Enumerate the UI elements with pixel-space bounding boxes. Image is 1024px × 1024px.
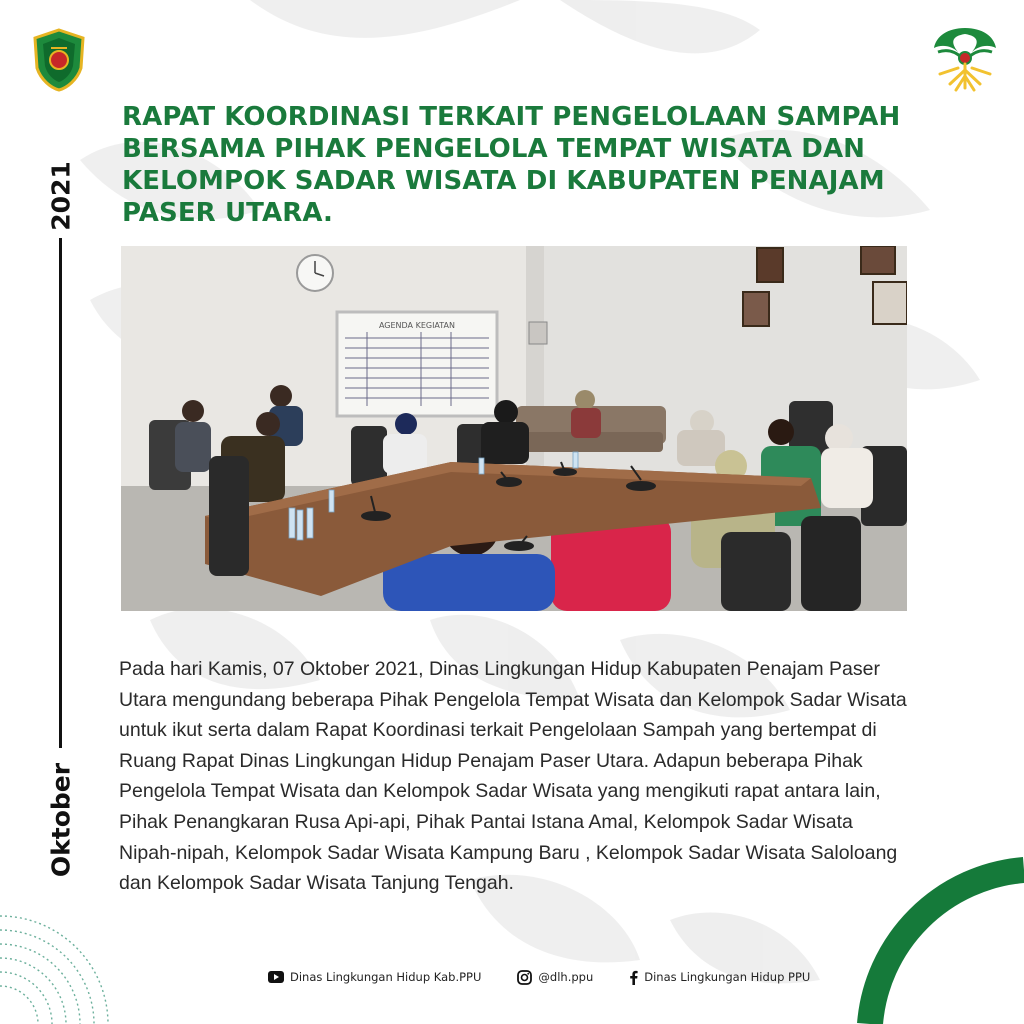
- regency-emblem-icon: [31, 28, 87, 92]
- year-label: 2021: [46, 161, 76, 231]
- tree-logo-icon: [928, 22, 1002, 96]
- footer-instagram-label: @dlh.ppu: [538, 970, 594, 984]
- meeting-photo: [121, 246, 907, 611]
- whiteboard-heading: AGENDA KEGIATAN: [378, 321, 456, 330]
- footer-youtube[interactable]: [268, 970, 481, 984]
- footer-youtube-label: Dinas Lingkungan Hidup Kab.PPU: [290, 970, 482, 984]
- timeline-divider: [59, 238, 62, 748]
- youtube-icon: [268, 971, 284, 983]
- footer-facebook[interactable]: [629, 970, 810, 985]
- facebook-icon: [629, 970, 638, 985]
- page-title: RAPAT KOORDINASI TERKAIT PENGELOLAAN SAMPAH BERSAMA PIHAK PENGELOLA TEMPAT WISATA DAN KELOMPOK SADAR WISATA DI KABUPATEN PENAJAM PASER UTARA.: [122, 102, 901, 228]
- instagram-icon: [517, 970, 532, 985]
- social-footer: [268, 966, 810, 988]
- article-body: Pada hari Kamis, 07 Oktober 2021, Dinas Lingkungan Hidup Kabupaten Penajam Paser Utara mengundang beberapa Pihak Pengelola Tempat Wisata dan Kelompok Sadar Wisata untuk ikut serta dalam Rapat Koordinasi terkait Pengelolaan Sampah yang bertempat di Ruang Rapat Dinas Lingkungan Hidup Penajam Paser Utara. Adapun beberapa Pihak Pengelola Tempat Wisata dan Kelompok Sadar Wisata yang mengikuti rapat antara lain, Pihak Penangkaran Rusa Api-api, Pihak Pantai Istana Amal, Kelompok Sadar Wisata Nipah-nipah, Kelompok Sadar Wisata Kampung Baru , Kelompok Sadar Wisata Saloloang dan Kelompok Sadar Wisata Tanjung Tengah.: [119, 658, 907, 895]
- footer-instagram[interactable]: [517, 970, 593, 985]
- footer-facebook-label: Dinas Lingkungan Hidup PPU: [644, 970, 811, 984]
- month-label: Oktober: [46, 762, 76, 878]
